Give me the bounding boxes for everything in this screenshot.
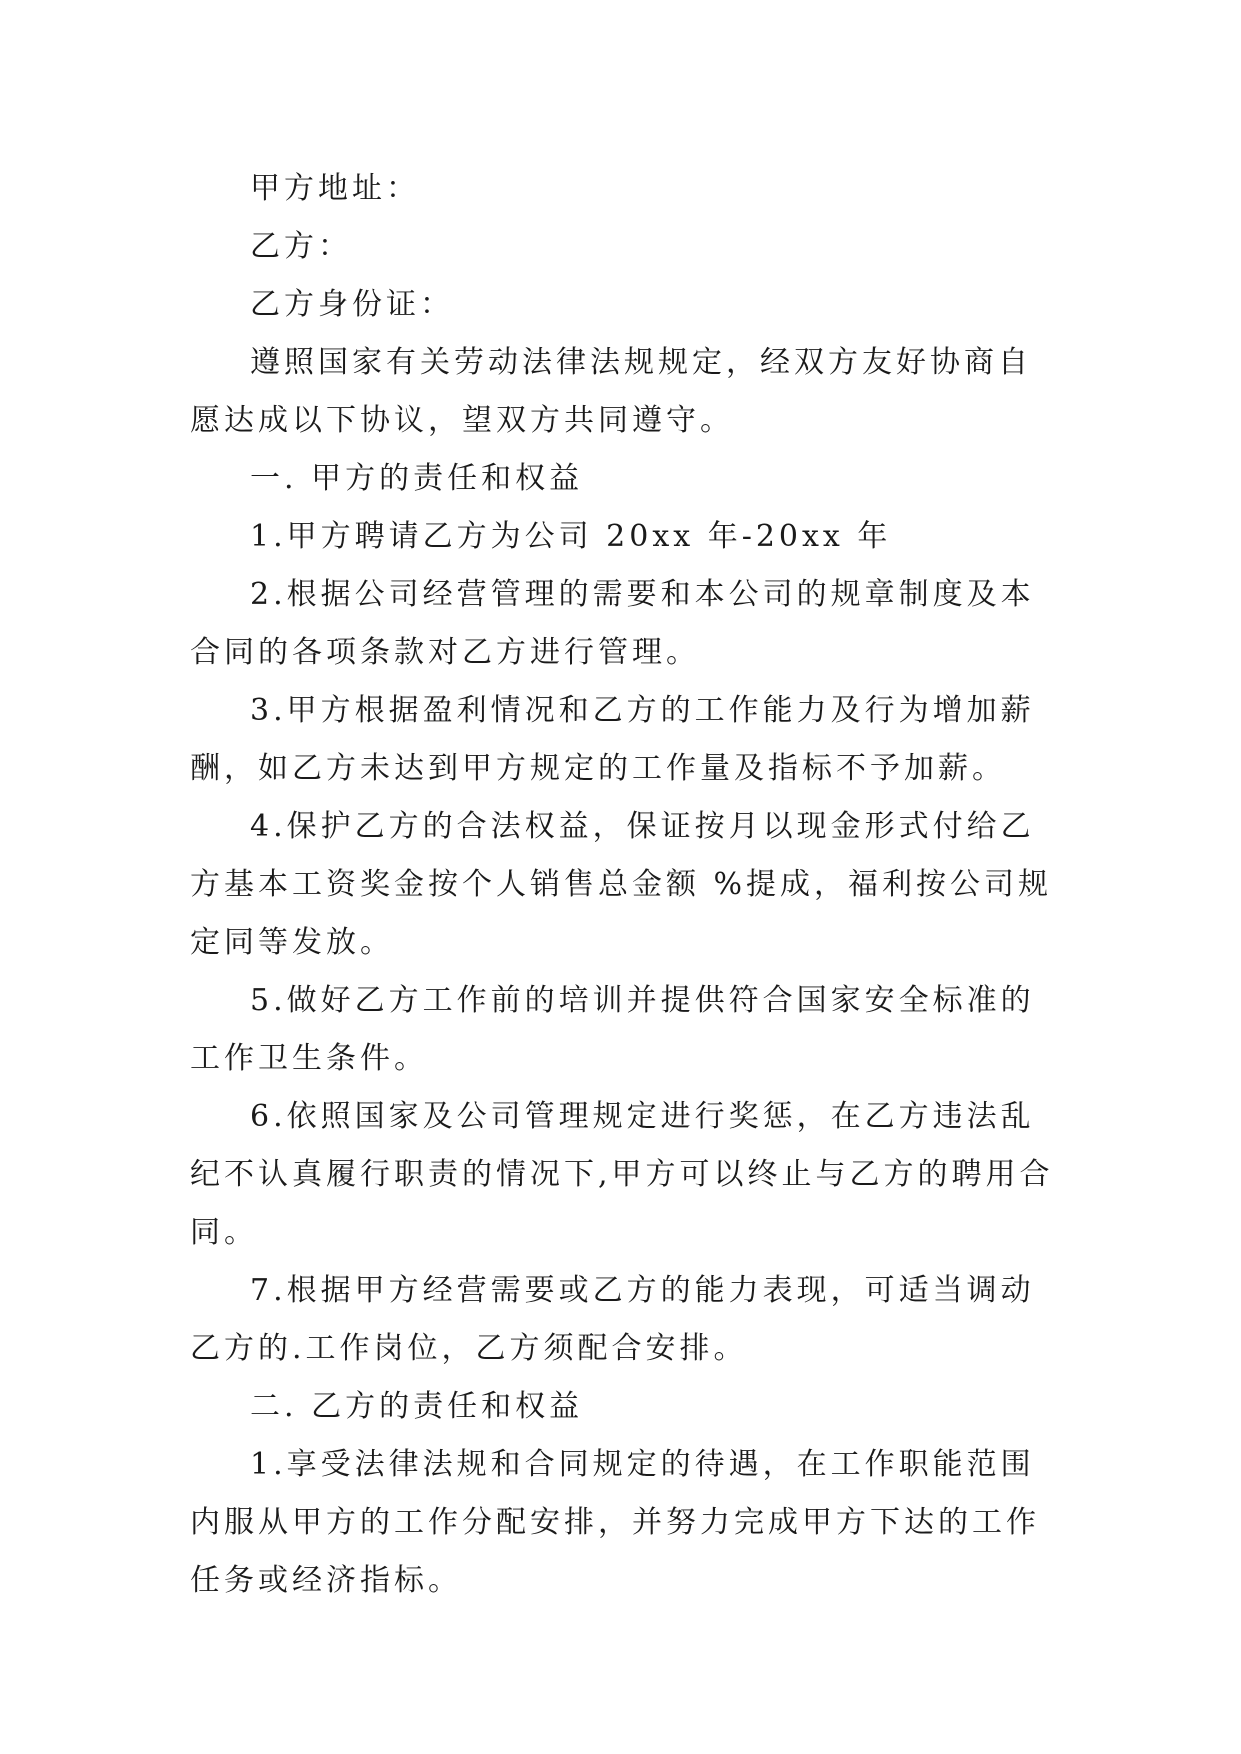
section-heading-1: 一. 甲方的责任和权益 bbox=[250, 461, 584, 496]
clause-a6: 6.依照国家及公司管理规定进行奖惩，在乙方违法乱纪不认真履行职责的情况下,甲方可以终止与乙方的聘用合同。 bbox=[190, 1099, 1054, 1250]
party-a-address: 甲方地址： bbox=[250, 171, 420, 206]
section-heading-2: 二. 乙方的责任和权益 bbox=[250, 1389, 584, 1424]
party-b: 乙方： bbox=[250, 229, 352, 264]
clause-a5: 5.做好乙方工作前的培训并提供符合国家安全标准的工作卫生条件。 bbox=[190, 983, 1035, 1076]
document-body bbox=[190, 160, 1060, 1610]
party-b-id: 乙方身份证： bbox=[250, 287, 454, 322]
clause-a7: 7.根据甲方经营需要或乙方的能力表现，可适当调动乙方的.工作岗位，乙方须配合安排。 bbox=[190, 1273, 1035, 1366]
preamble: 遵照国家有关劳动法律法规规定，经双方友好协商自愿达成以下协议，望双方共同遵守。 bbox=[190, 345, 1032, 438]
clause-a1: 1.甲方聘请乙方为公司 20xx 年-20xx 年 bbox=[250, 519, 892, 554]
clause-a4: 4.保护乙方的合法权益，保证按月以现金形式付给乙方基本工资奖金按个人销售总金额 %提成，福利按公司规定同等发放。 bbox=[190, 809, 1053, 960]
clause-a3: 3.甲方根据盈利情况和乙方的工作能力及行为增加薪酬，如乙方未达到甲方规定的工作量及指标不予加薪。 bbox=[190, 693, 1035, 786]
clause-a2: 2.根据公司经营管理的需要和本公司的规章制度及本合同的各项条款对乙方进行管理。 bbox=[190, 577, 1035, 670]
clause-b1: 1.享受法律法规和合同规定的待遇，在工作职能范围内服从甲方的工作分配安排，并努力完成甲方下达的工作任务或经济指标。 bbox=[190, 1447, 1040, 1598]
